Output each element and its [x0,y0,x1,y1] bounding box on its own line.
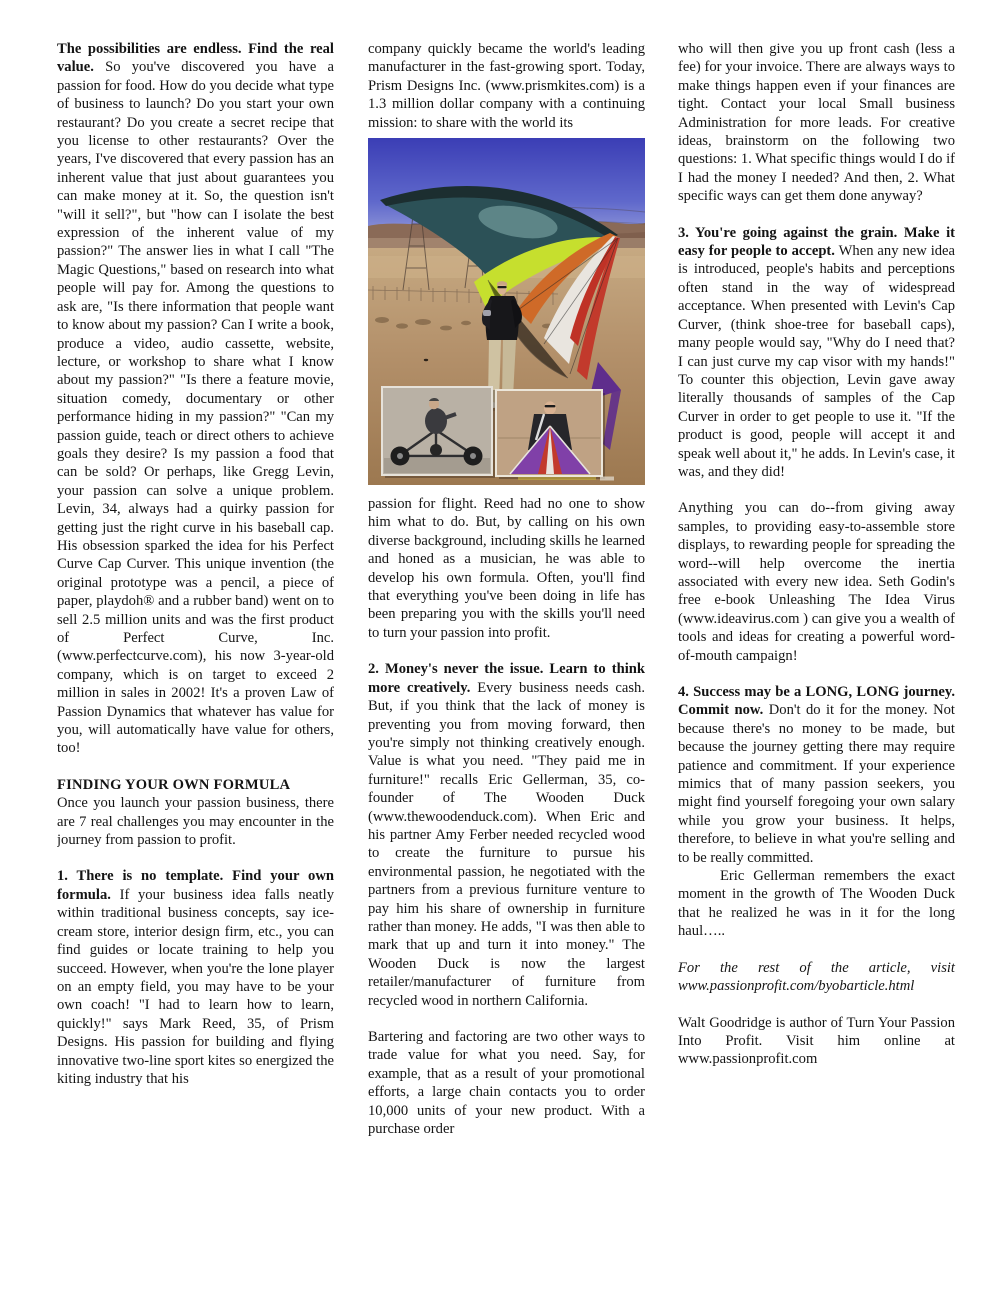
paragraph: who will then give you up front cash (less a fee) for your invoice. There are always ways to make things happen even if your finances are tight. Contact your local Small business Administration for more leads. For creative ideas, brainstorm on the following two questions: 1. What specific things would I do if I had the money I needed? And then, 2. What specific ways can get them done anyway? [678,41,955,205]
paragraph-text: When any new idea is introduced, people's habits and perceptions often stand in the way of widespread acceptance. When presented with Levin's Cap Curver, (think shoe-tree for baseball caps), many people would say, "Why do I need that? I can just curve my cap visor with my hands!" To counter this objection, Levin gave away literally thousands of samples of the Cap Curver in order to get people to use it. "If the product is good, people will accept it and speak well about it," he adds. In Levin's case, it was, and they did! [678,243,956,480]
article-link-note: For the rest of the article, visit www.passionprofit.com/byobarticle.html [678,959,955,995]
paragraph: company quickly became the world's leading manufacturer in the fast-growing sport. Today, Prism Designs Inc. (www.prismkites.com) is a 1.3 million dollar company with a continuing mission: to share with the world its [368,41,645,131]
kite-holder-inset [496,390,605,479]
paragraph-lead: 1. There is no template. Find your own formula. [57,868,334,903]
paragraph [57,867,334,1088]
paragraph [57,40,334,758]
paragraph: Bartering and factoring are two other ways to trade value for what you need. Say, for example, that as a result of your promotional efforts, a large chain contacts you to order 10,000 units of your new product. With a purchase order [368,1029,645,1138]
column-2 [368,40,645,1156]
paragraph: Anything you can do--from giving away samples, to providing easy-to-assemble store displays, to rewarding people for spreading the word--will help overcome the inertia associated with every new idea. Seth Godin's free e-book Unleashing The Idea Virus (www.ideavirus.com ) can give you a wealth of tools and ideas for creating a powerful word-of-mouth campaign! [678,500,955,664]
column-1 [57,40,334,1238]
paragraph-text: Every business needs cash. But, if you think that the lack of money is preventing you from moving forward, then you're simply not thinking creatively enough. Value is what you need. "They paid me in furniture!" recalls Eric Gellerman, 35, co-founder of The Wooden Duck (www.thewoodenduck.com). When Eric and his partner Amy Ferber needed recycled wood to create the furniture to pursue his environmental passion, he negotiated with the partners from a previous furniture venture to pay him his share of ownership in furniture rather than money. He adds, "I was then able to mark that up and turn it into money." The Wooden Duck is now the largest retailer/manufacturer of furniture from recycled wood in northern California. [368,679,645,1009]
paragraph [368,660,645,1010]
kite-buggy-inset [382,387,495,478]
paragraph-lead: The possibilities are endless. Find the real value. [57,41,334,76]
paragraph [678,224,955,482]
author-bio: Walt Goodridge is author of Turn Your Passion Into Profit. Visit him online at www.passionprofit.com [678,1014,955,1068]
paragraph-lead: 2. Money's never the issue. Learn to think more creatively. [368,661,645,696]
section-heading: FINDING YOUR OWN FORMULA [57,776,291,793]
paragraph-text: Don't do it for the money. Not because there's no money to be made, but because the journey getting there may require patience and commitment. If your experience mimics that of many passion seekers, you might find yourself foregoing your own salary while you grow your business. It helps, therefore, to believe in what you're selling and to be really committed. [678,702,955,866]
paragraph-text: So you've discovered you have a passion for food. How do you decide what type of business to launch? Do you start your own restaurant? Do you create a secret recipe that you license to other restaurants? Over the years, I've discovered that every passion has an inherent value that just about guarantees you can make money at it. So, the question isn't "will it sell?", but "how can I isolate the best expression of the inherent value of my passion?" The answer lies in what I call "The Magic Questions," based on research into what people will pay for. Among the questions to ask are, "Is there information that people want to know about my passion? Can I write a book, produce a video, audio cassette, website, lecture, or workshop to share what I know about my passion?" "Is there a feature movie, situation comedy, documentary or other performance hiding in my passion?" "Can my passion guide, teach or direct others to achieve goals they desire? Is my passion a food that can be sold? Or perhaps, like Gregg Levin, your passion can solve a unique problem. Levin, 34, always had a quirky passion for getting just the right curve in his baseball cap. His obsession sparked the idea for his Perfect Curve Cap Curver. This unique invention (the original prototype was a pencil, a piece of paper, playdoh® and a rubber band) went on to sell 2.5 million units and was the first product of Perfect Curve, Inc. (www.perfectcurve.com), his now 3-year-old company, which is on target to exceed 2 million in sales in 2002! It's a proven Law of Passion Dynamics that whatever has value for you, will automatically have value for others, too! [57,59,334,757]
paragraph [678,683,955,867]
paragraph: Once you launch your passion business, there are 7 real challenges you may encounter in the journey from passion to profit. [57,795,334,849]
column-3 [678,40,955,1087]
paragraph: passion for flight. Reed had no one to show him what to do. But, by calling on his own diverse background, including skills he learned and honed as a musician, he was able to develop his own formula. Often, you'll find that everything you've been doing in life has been preparing you with the skills you'll need to turn your passion into profit. [368,496,645,641]
paragraph-text: If your business idea falls neatly within traditional business concepts, say ice-cream store, interior design firm, etc., you can find guides or locate training to help you succeed. However, when you're the lone player on an empty field, you may have to be your own coach! "I had to learn how to learn, quickly!" says Mark Reed, 35, of Prism Designs. His passion for building and flying innovative two-line sport kites so energized the kiting industry that his [57,886,334,1087]
paragraph-lead: 4. Success may be a LONG, LONG journey. Commit now. [678,684,955,719]
kite-photo [368,138,645,485]
paragraph: Eric Gellerman remembers the exact moment in the growth of The Wooden Duck that he realized he was in it for the long haul….. [678,868,955,940]
paragraph-lead: 3. You're going against the grain. Make it easy for people to accept. [678,224,955,260]
bird [424,359,428,361]
